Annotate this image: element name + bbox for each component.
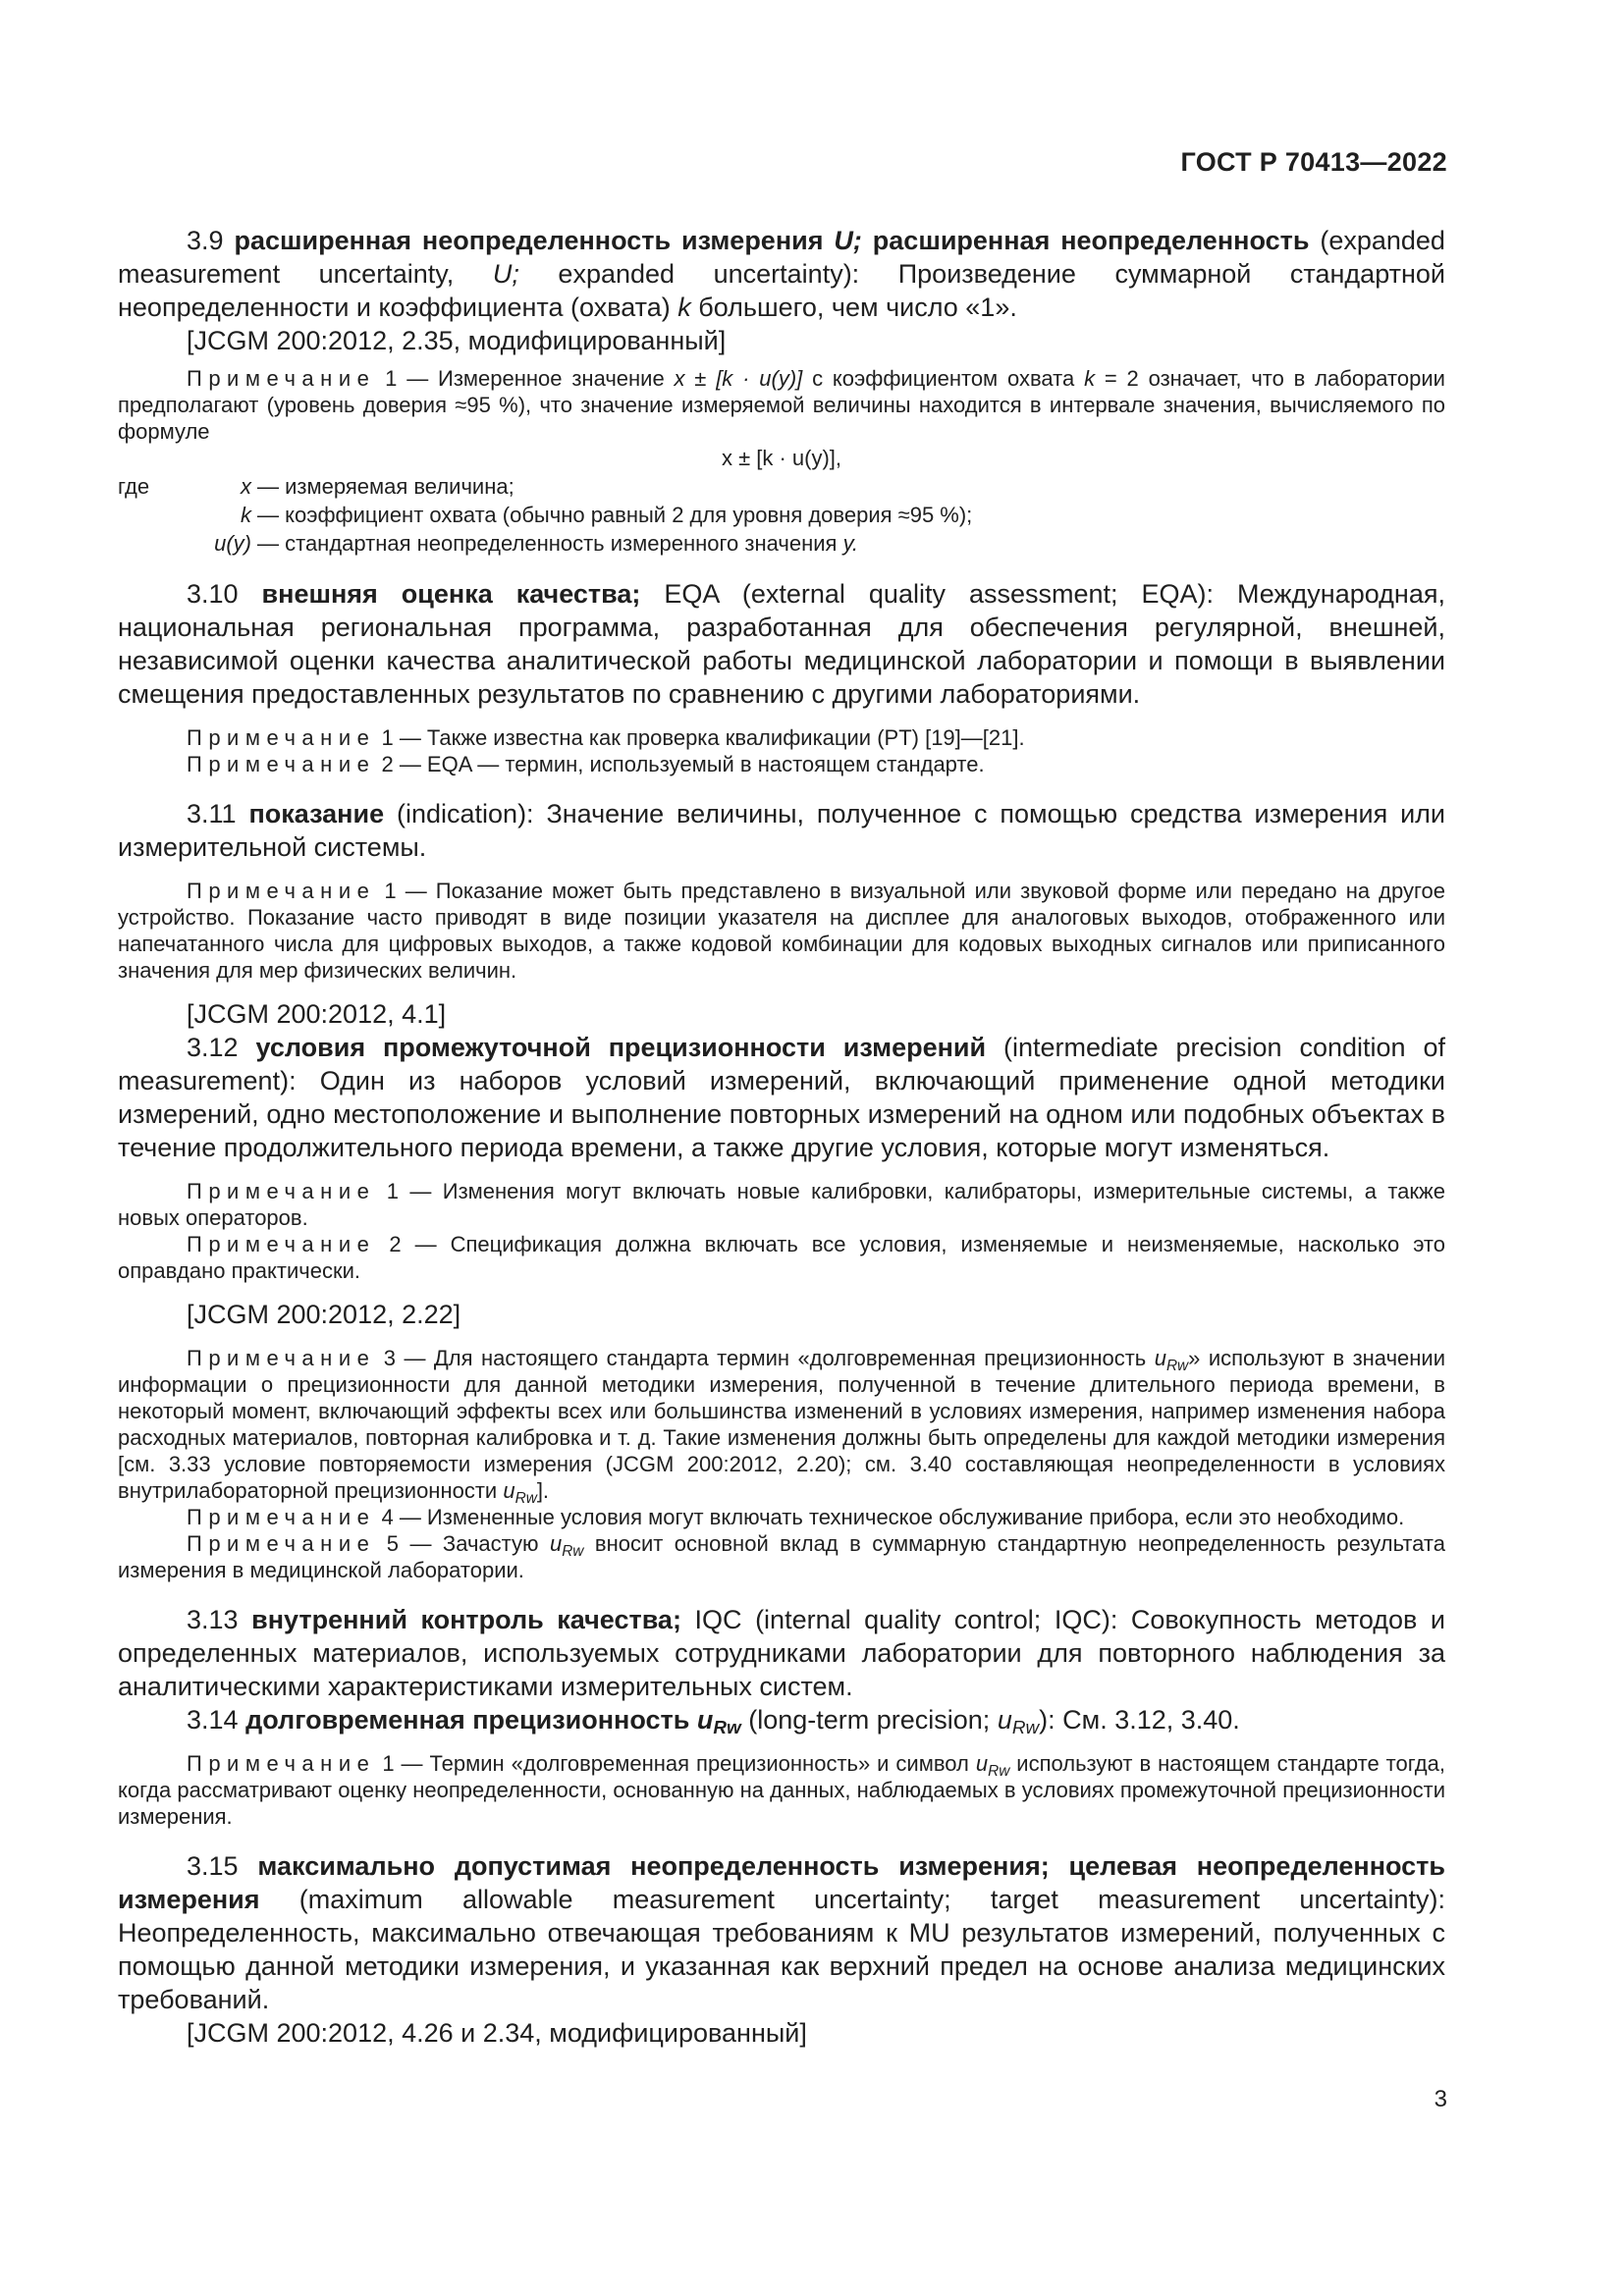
note: Примечание 3 — Для настоящего стандарта термин «долговременная прецизионность $u_{Rw}$» используют в значении информации о прецизионности для данной методики измерения, полученной в течение длительного периода времени, в некоторый момент, включающий эффекты всех или большинства изменений в условиях измерения, например изменения набора расходных материалов, повторная калибровка и т. д. Такие изменения должны быть определены для каждой методики измерения [см. 3.33 условие повторяемости измерения (JCGM 200:2012, 2.20); см. 3.40 составляющая неопределенности в условиях внутрилабораторной прецизионности $u_{Rw}$]. <box>118 1346 1445 1507</box>
note-label: Примечание <box>187 366 376 391</box>
term-title: внешняя оценка качества; <box>261 579 641 609</box>
citation: [JCGM 200:2012, 4.1] <box>187 999 447 1029</box>
document-body <box>118 224 1445 2050</box>
note-label: Примечание <box>187 1751 376 1776</box>
term-3-11: 3.11 показание (indication): Значение величины, полученное с помощью средства измерения или измерительной системы. <box>118 799 1445 862</box>
term-title: долговременная прецизионность <box>245 1705 690 1735</box>
citation: [JCGM 200:2012, 2.35, модифицированный] <box>187 326 727 355</box>
note-label: Примечание <box>187 1531 376 1556</box>
note: Примечание 2 — EQA — термин, используемый в настоящем стандарте. <box>187 752 985 776</box>
term-number: 3.11 <box>187 799 237 828</box>
term-3-13: 3.13 внутренний контроль качества; IQC (internal quality control; IQC): Совокупность методов и определенных материалов, используемых сотрудниками лаборатории для повторного наблюдения за аналитическими характеристиками измерительных систем. <box>118 1605 1446 1701</box>
note: Примечание 1 — Термин «долговременная прецизионность» и символ $u_{Rw}$ используют в настоящем стандарте тогда, когда рассматривают оценку неопределенности, основанную на данных, наблюдаемых в условиях промежуточной прецизионности измерения. <box>118 1751 1445 1829</box>
note-label: Примечание <box>187 1505 376 1529</box>
term-number: 3.12 <box>187 1033 239 1062</box>
note-label: Примечание <box>187 752 376 776</box>
formula: x ± [k · u(y)], <box>721 446 842 470</box>
page-number: 3 <box>1434 2086 1447 2112</box>
term-number: 3.10 <box>187 579 239 609</box>
note-label: Примечание <box>187 1232 376 1256</box>
term-title-alt: расширенная неопределенность <box>872 226 1310 255</box>
note: Примечание 4 — Измененные условия могут включать техническое обслуживание прибора, если это необходимо. <box>187 1505 1405 1529</box>
term-title: расширенная неопределенность измерения <box>234 226 824 255</box>
term-3-15: 3.15 максимально допустимая неопределенность измерения; целевая неопределенность измерения (maximum allowable measurement uncertainty; target measurement uncertainty): Неопределенность, максимально отвечающая требованиям к MU результатов измерений, полученных с помощью данной методики измерения, и указанная как верхний предел на основе анализа медицинских требований. <box>118 1851 1445 2014</box>
note: Примечание 2 — Спецификация должна включать все условия, изменяемые и неизменяемые, насколько это оправдано практически. <box>118 1232 1445 1283</box>
note: Примечание 1 — Также известна как проверка квалификации (PT) [19]—[21]. <box>187 725 1025 750</box>
term-title: внутренний контроль качества; <box>251 1605 681 1634</box>
term-number: 3.13 <box>187 1605 239 1634</box>
term-3-12: 3.12 условия промежуточной прецизионности измерений (intermediate precision condition of measurement): Один из наборов условий измерений, включающий применение одной методики измерений, одно местоположение и выполнение повторных измерений на одном или подобных объектах в течение продолжительного периода времени, а также другие условия, которые могут изменяться. <box>118 1033 1445 1162</box>
note-label: Примечание <box>187 1179 376 1203</box>
where-list <box>118 472 1445 558</box>
where-item: где x — измеряемая величина; <box>118 474 514 499</box>
term-3-10: 3.10 внешняя оценка качества; EQA (external quality assessment; EQA): Международная, национальная региональная программа, разработанная для обеспечения регулярной, внешней, независимой оценки качества аналитической работы медицинской лаборатории и помощи в выявлении смещения предоставленных результатов по сравнению с другими лабораториями. <box>118 579 1445 709</box>
note: Примечание 1 — Изменения могут включать новые калибровки, калибраторы, измерительные системы, а также новых операторов. <box>118 1179 1445 1230</box>
note: Примечание 5 — Зачастую $u_{Rw}$ вносит основной вклад в суммарную стандартную неопределенность результата измерения в медицинской лаборатории. <box>118 1531 1445 1582</box>
term-number: 3.14 <box>187 1705 239 1735</box>
term-3-9: 3.9 расширенная неопределенность измерения U; расширенная неопределенность (expanded measurement uncertainty, U; expanded uncertainty): Произведение суммарной стандартной неопределенности и коэффициента (охвата) k большего, чем число «1». <box>118 226 1445 322</box>
term-title: условия промежуточной прецизионности измерений <box>255 1033 987 1062</box>
note-label: Примечание <box>187 1346 376 1370</box>
note: Примечание 1 — Измеренное значение x ± [k · u(y)] с коэффициентом охвата k = 2 означает, что в лаборатории предполагают (уровень доверия ≈95 %), что значение измеряемой величины находится в интервале значения, вычисляемого по формуле <box>118 366 1445 444</box>
note-label: Примечание <box>187 725 376 750</box>
note-label: Примечание <box>187 879 376 903</box>
where-item: u(y) — стандартная неопределенность измеренного значения y. <box>214 531 859 556</box>
citation: [JCGM 200:2012, 2.22] <box>187 1300 461 1329</box>
document-header: ГОСТ Р 70413—2022 <box>1180 147 1447 177</box>
term-number: 3.15 <box>187 1851 239 1881</box>
note: Примечание 1 — Показание может быть представлено в визуальной или звуковой форме или передано на другое устройство. Показание часто приводят в виде позиции указателя на дисплее для аналоговых выходов, отображенного или напечатанного числа для цифровых выходов, а также кодовой комбинации для кодовых выходных сигналов или приписанного значения для мер физических величин. <box>118 879 1445 983</box>
term-3-14: 3.14 долговременная прецизионность $u_{Rw}$ (long-term precision; $u_{Rw}$): См. 3.12, 3.40. <box>187 1705 1240 1738</box>
term-symbol: U; <box>834 226 862 255</box>
term-title: максимально допустимая неопределенность измерения; целевая неопределенность измерения <box>118 1851 1445 1914</box>
term-title: показание <box>248 799 385 828</box>
term-number: 3.9 <box>187 226 224 255</box>
citation: [JCGM 200:2012, 4.26 и 2.34, модифицированный] <box>187 2018 807 2048</box>
where-item: k — коэффициент охвата (обычно равный 2 для уровня доверия ≈95 %); <box>241 503 973 527</box>
